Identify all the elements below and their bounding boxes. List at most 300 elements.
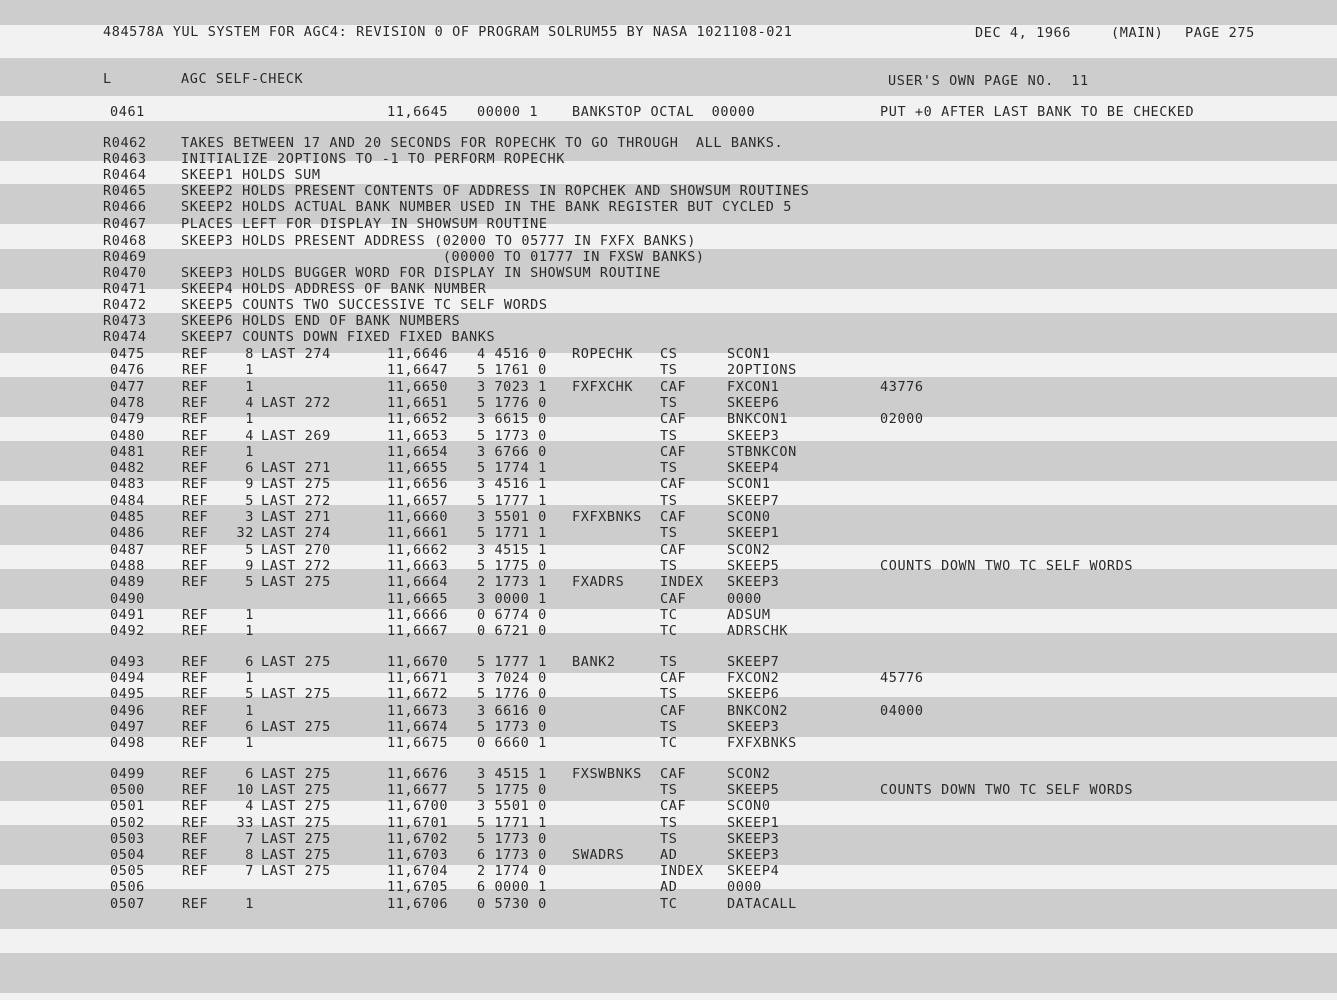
octal-code: 3 5501 0 [477,509,547,525]
line-number: R0462 [103,135,147,151]
remark-text: SKEEP3 HOLDS BUGGER WORD FOR DISPLAY IN SHOWSUM ROUTINE [181,265,662,281]
ref-count: 5 [245,574,254,590]
ref-marker: REF [182,574,209,590]
last-ref-page: LAST 275 [261,815,331,831]
remark-line [0,249,1337,265]
remark-line [0,151,1337,167]
line-number: R0471 [103,281,147,297]
memory-address: 11,6651 [387,395,449,411]
ref-count: 1 [245,670,254,686]
comment: COUNTS DOWN TWO TC SELF WORDS [880,558,1134,574]
remark-text: PLACES LEFT FOR DISPLAY IN SHOWSUM ROUTINE [181,216,548,232]
ref-marker: REF [182,362,209,378]
octal-code: 3 6616 0 [477,703,547,719]
operand: SCON1 [727,476,771,492]
last-ref-page: LAST 275 [261,654,331,670]
ref-count: 1 [245,362,254,378]
ref-count: 1 [245,896,254,912]
opcode: AD [660,879,678,895]
code-line-0495 [0,686,1337,702]
remark-text: INITIALIZE 2OPTIONS TO -1 TO PERFORM ROPECHK [181,151,566,167]
opcode: TS [660,525,678,541]
opcode: TS [660,782,678,798]
ref-marker: REF [182,831,209,847]
opcode: TC [660,896,678,912]
operand: 0000 [727,591,762,607]
operand: SCON1 [727,346,771,362]
ref-marker: REF [182,476,209,492]
memory-address: 11,6671 [387,670,449,686]
remark-line [0,265,1337,281]
ref-count: 7 [245,863,254,879]
operand: BNKCON1 [727,411,789,427]
memory-address: 11,6674 [387,719,449,735]
opcode: INDEX [660,574,704,590]
memory-address: 11,6645 [387,104,449,120]
octal-code: 5 1774 1 [477,460,547,476]
remark-text: SKEEP7 COUNTS DOWN FIXED FIXED BANKS [181,329,496,345]
line-number: R0463 [103,151,147,167]
ref-marker: REF [182,670,209,686]
operand: SKEEP3 [727,847,780,863]
operand: SKEEP3 [727,574,780,590]
line-number: 0480 [110,428,145,444]
operand: SCON2 [727,542,771,558]
ref-count: 5 [245,542,254,558]
opcode: AD [660,847,678,863]
line-number: 0477 [110,379,145,395]
paper-band [0,953,1337,993]
operand: SKEEP7 [727,654,780,670]
last-ref-page: LAST 274 [261,525,331,541]
line-number: R0469 [103,249,147,265]
line-number: 0501 [110,798,145,814]
memory-address: 11,6704 [387,863,449,879]
opcode: TS [660,362,678,378]
ref-marker: REF [182,379,209,395]
operand: FXCON1 [727,379,780,395]
operand: SKEEP3 [727,831,780,847]
operand: SKEEP1 [727,525,780,541]
listing-title: 484578A YUL SYSTEM FOR AGC4: REVISION 0 OF PROGRAM SOLRUM55 BY NASA 1021108-021 [103,24,793,40]
code-line-0505 [0,863,1337,879]
line-number: 0487 [110,542,145,558]
memory-address: 11,6705 [387,879,449,895]
comment: PUT +0 AFTER LAST BANK TO BE CHECKED [880,104,1195,120]
line-number: 0478 [110,395,145,411]
last-ref-page: LAST 269 [261,428,331,444]
opcode: TS [660,493,678,509]
octal-code: 3 7023 1 [477,379,547,395]
ref-count: 8 [245,346,254,362]
ref-count: 6 [245,719,254,735]
ref-marker: REF [182,542,209,558]
statement-label: FXFXCHK [572,379,634,395]
code-line-0504 [0,847,1337,863]
ref-count: 9 [245,476,254,492]
paper-band [0,0,1337,25]
operand: SKEEP4 [727,460,780,476]
remark-line [0,297,1337,313]
ref-marker: REF [182,735,209,751]
opcode: TS [660,686,678,702]
ref-count: 1 [245,735,254,751]
ref-marker: REF [182,766,209,782]
ref-marker: REF [182,525,209,541]
octal-code: 3 6615 0 [477,411,547,427]
code-line-0479 [0,411,1337,427]
listing-section: (MAIN) [1111,25,1164,41]
code-line-0500 [0,782,1337,798]
last-ref-page: LAST 275 [261,766,331,782]
octal-code: 0 6774 0 [477,607,547,623]
octal-code: 5 1761 0 [477,362,547,378]
ref-marker: REF [182,493,209,509]
line-number: 0507 [110,896,145,912]
code-line-0506 [0,879,1337,895]
line-number: 0496 [110,703,145,719]
ref-count: 1 [245,411,254,427]
octal-code: 5 1776 0 [477,395,547,411]
operand: SKEEP4 [727,863,780,879]
last-ref-page: LAST 275 [261,847,331,863]
opcode: CAF [660,798,687,814]
code-line-0496 [0,703,1337,719]
page-number: PAGE 275 [1185,25,1255,41]
ref-marker: REF [182,719,209,735]
octal-code: 5 1777 1 [477,654,547,670]
octal-code: 0 5730 0 [477,896,547,912]
opcode: INDEX [660,863,704,879]
statement-label: SWADRS [572,847,625,863]
line-number: 0489 [110,574,145,590]
octal-code: 5 1771 1 [477,525,547,541]
operand: SCON0 [727,798,771,814]
line-number: R0465 [103,183,147,199]
opcode: CAF [660,766,687,782]
opcode: TS [660,395,678,411]
operand: BNKCON2 [727,703,789,719]
opcode: TS [660,460,678,476]
ref-count: 1 [245,607,254,623]
ref-count: 1 [245,379,254,395]
memory-address: 11,6660 [387,509,449,525]
ref-marker: REF [182,428,209,444]
remark-line [0,233,1337,249]
code-line-0501 [0,798,1337,814]
operand: SKEEP5 [727,558,780,574]
statement-label: FXSWBNKS [572,766,642,782]
memory-address: 11,6654 [387,444,449,460]
remark-line [0,135,1337,151]
octal-code: 5 1775 0 [477,558,547,574]
ref-marker: REF [182,847,209,863]
statement-label: ROPECHK [572,346,634,362]
octal-code: 3 4515 1 [477,766,547,782]
octal-code: 5 1773 0 [477,831,547,847]
remark-text: SKEEP4 HOLDS ADDRESS OF BANK NUMBER [181,281,487,297]
listing-type: L [103,71,112,87]
log-section-name: AGC SELF-CHECK [181,71,304,87]
operand: SKEEP6 [727,395,780,411]
operand: SKEEP7 [727,493,780,509]
memory-address: 11,6706 [387,896,449,912]
code-line-0487 [0,542,1337,558]
ref-marker: REF [182,896,209,912]
memory-address: 11,6656 [387,476,449,492]
ref-count: 4 [245,798,254,814]
octal-code: 2 1773 1 [477,574,547,590]
line-number: R0464 [103,167,147,183]
ref-count: 10 [236,782,254,798]
comment: 43776 [880,379,924,395]
operand: SKEEP6 [727,686,780,702]
statement-label: BANK2 [572,654,616,670]
code-line-0485 [0,509,1337,525]
code-line-0481 [0,444,1337,460]
ref-marker: REF [182,654,209,670]
code-line-0477 [0,379,1337,395]
line-number: R0473 [103,313,147,329]
line-number: R0466 [103,199,147,215]
remark-line [0,281,1337,297]
line-number: 0490 [110,591,145,607]
ref-count: 5 [245,686,254,702]
last-ref-page: LAST 275 [261,686,331,702]
memory-address: 11,6672 [387,686,449,702]
memory-address: 11,6676 [387,766,449,782]
operand: 0000 [727,879,762,895]
ref-marker: REF [182,782,209,798]
opcode: TC [660,607,678,623]
operand: SCON0 [727,509,771,525]
line-number: 0497 [110,719,145,735]
operand: STBNKCON [727,444,797,460]
line-number: 0500 [110,782,145,798]
line-number: 0493 [110,654,145,670]
code-line-0486 [0,525,1337,541]
memory-address: 11,6666 [387,607,449,623]
opcode: CAF [660,591,687,607]
ref-count: 4 [245,428,254,444]
ref-count: 8 [245,847,254,863]
ref-marker: REF [182,686,209,702]
code-line-0476 [0,362,1337,378]
octal-code: 3 6766 0 [477,444,547,460]
octal-code: 5 1771 1 [477,815,547,831]
ref-count: 9 [245,558,254,574]
remark-line [0,167,1337,183]
opcode: CAF [660,411,687,427]
ref-count: 3 [245,509,254,525]
code-line-0498 [0,735,1337,751]
opcode: CAF [660,670,687,686]
ref-marker: REF [182,395,209,411]
opcode: TS [660,428,678,444]
memory-address: 11,6646 [387,346,449,362]
user-page-number: USER'S OWN PAGE NO. 11 [888,73,1089,89]
line-number: 0483 [110,476,145,492]
code-line-0491 [0,607,1337,623]
code-line-0492 [0,623,1337,639]
ref-count: 7 [245,831,254,847]
octal-code: 6 0000 1 [477,879,547,895]
line-number: 0506 [110,879,145,895]
octal-code: 2 1774 0 [477,863,547,879]
line-number: 0482 [110,460,145,476]
line-number: 0502 [110,815,145,831]
line-number: R0474 [103,329,147,345]
ref-count: 6 [245,766,254,782]
opcode: TS [660,831,678,847]
opcode: TC [660,735,678,751]
ref-marker: REF [182,863,209,879]
remark-text: SKEEP1 HOLDS SUM [181,167,321,183]
octal-code: 5 1775 0 [477,782,547,798]
code-line-0494 [0,670,1337,686]
remark-text: SKEEP5 COUNTS TWO SUCCESSIVE TC SELF WORDS [181,297,548,313]
last-ref-page: LAST 272 [261,558,331,574]
octal-code: 0 6660 1 [477,735,547,751]
ref-marker: REF [182,607,209,623]
code-line-0482 [0,460,1337,476]
remark-line [0,313,1337,329]
comment: 02000 [880,411,924,427]
code-line-0488 [0,558,1337,574]
memory-address: 11,6652 [387,411,449,427]
ref-marker: REF [182,411,209,427]
memory-address: 11,6650 [387,379,449,395]
code-line-0475 [0,346,1337,362]
octal-code: 0 6721 0 [477,623,547,639]
operand: SKEEP5 [727,782,780,798]
opcode: CAF [660,444,687,460]
remark-line [0,199,1337,215]
memory-address: 11,6664 [387,574,449,590]
operand: DATACALL [727,896,797,912]
opcode: CAF [660,703,687,719]
opcode: TS [660,558,678,574]
operand: SCON2 [727,766,771,782]
line-number: 0486 [110,525,145,541]
opcode: TS [660,815,678,831]
octal-code: 00000 1 [477,104,539,120]
line-number: R0467 [103,216,147,232]
statement-label: FXFXBNKS [572,509,642,525]
line-number: R0472 [103,297,147,313]
memory-address: 11,6675 [387,735,449,751]
ref-count: 1 [245,623,254,639]
remark-line [0,216,1337,232]
memory-address: 11,6700 [387,798,449,814]
memory-address: 11,6703 [387,847,449,863]
memory-address: 11,6677 [387,782,449,798]
comment: COUNTS DOWN TWO TC SELF WORDS [880,782,1134,798]
line-number: 0504 [110,847,145,863]
last-ref-page: LAST 275 [261,831,331,847]
line-number: 0494 [110,670,145,686]
ref-marker: REF [182,346,209,362]
remark-text: (00000 TO 01777 IN FXSW BANKS) [181,249,705,265]
code-line-0490 [0,591,1337,607]
last-ref-page: LAST 275 [261,719,331,735]
line-number: 0485 [110,509,145,525]
remark-text: SKEEP6 HOLDS END OF BANK NUMBERS [181,313,461,329]
remark-text: TAKES BETWEEN 17 AND 20 SECONDS FOR ROPECHK TO GO THROUGH ALL BANKS. [181,135,784,151]
opcode: TS [660,719,678,735]
operand: SKEEP3 [727,428,780,444]
statement-label: FXADRS [572,574,625,590]
code-line-0499 [0,766,1337,782]
operand: FXCON2 [727,670,780,686]
octal-code: 4 4516 0 [477,346,547,362]
remark-text: SKEEP3 HOLDS PRESENT ADDRESS (02000 TO 05777 IN FXFX BANKS) [181,233,696,249]
last-ref-page: LAST 275 [261,798,331,814]
octal-code: 3 0000 1 [477,591,547,607]
operand: 2OPTIONS [727,362,797,378]
operand: SKEEP1 [727,815,780,831]
opcode: CS [660,346,678,362]
opcode: CAF [660,379,687,395]
octal-code: 5 1777 1 [477,493,547,509]
line-number: 0484 [110,493,145,509]
line-number: 0505 [110,863,145,879]
memory-address: 11,6670 [387,654,449,670]
code-line-0503 [0,831,1337,847]
ref-marker: REF [182,798,209,814]
remark-text: SKEEP2 HOLDS PRESENT CONTENTS OF ADDRESS IN ROPCHEK AND SHOWSUM ROUTINES [181,183,810,199]
line-number: 0461 [110,104,145,120]
code-line-0478 [0,395,1337,411]
memory-address: 11,6673 [387,703,449,719]
memory-address: 11,6662 [387,542,449,558]
statement: BANKSTOP OCTAL 00000 [572,104,756,120]
ref-marker: REF [182,460,209,476]
code-line-0484 [0,493,1337,509]
code-line-0489 [0,574,1337,590]
last-ref-page: LAST 271 [261,509,331,525]
line-number: 0481 [110,444,145,460]
operand: ADRSCHK [727,623,789,639]
line-number: 0499 [110,766,145,782]
listing-date: DEC 4, 1966 [975,25,1072,41]
memory-address: 11,6702 [387,831,449,847]
code-line-0497 [0,719,1337,735]
last-ref-page: LAST 272 [261,493,331,509]
ref-count: 32 [236,525,254,541]
octal-code: 5 1776 0 [477,686,547,702]
memory-address: 11,6661 [387,525,449,541]
last-ref-page: LAST 275 [261,574,331,590]
opcode: TC [660,623,678,639]
memory-address: 11,6655 [387,460,449,476]
last-ref-page: LAST 275 [261,782,331,798]
line-number: 0492 [110,623,145,639]
line-number: 0476 [110,362,145,378]
memory-address: 11,6667 [387,623,449,639]
last-ref-page: LAST 275 [261,476,331,492]
remark-line [0,183,1337,199]
ref-count: 6 [245,460,254,476]
ref-count: 1 [245,703,254,719]
last-ref-page: LAST 272 [261,395,331,411]
opcode: TS [660,654,678,670]
memory-address: 11,6647 [387,362,449,378]
comment: 04000 [880,703,924,719]
memory-address: 11,6653 [387,428,449,444]
octal-code: 5 1773 0 [477,428,547,444]
opcode: CAF [660,476,687,492]
